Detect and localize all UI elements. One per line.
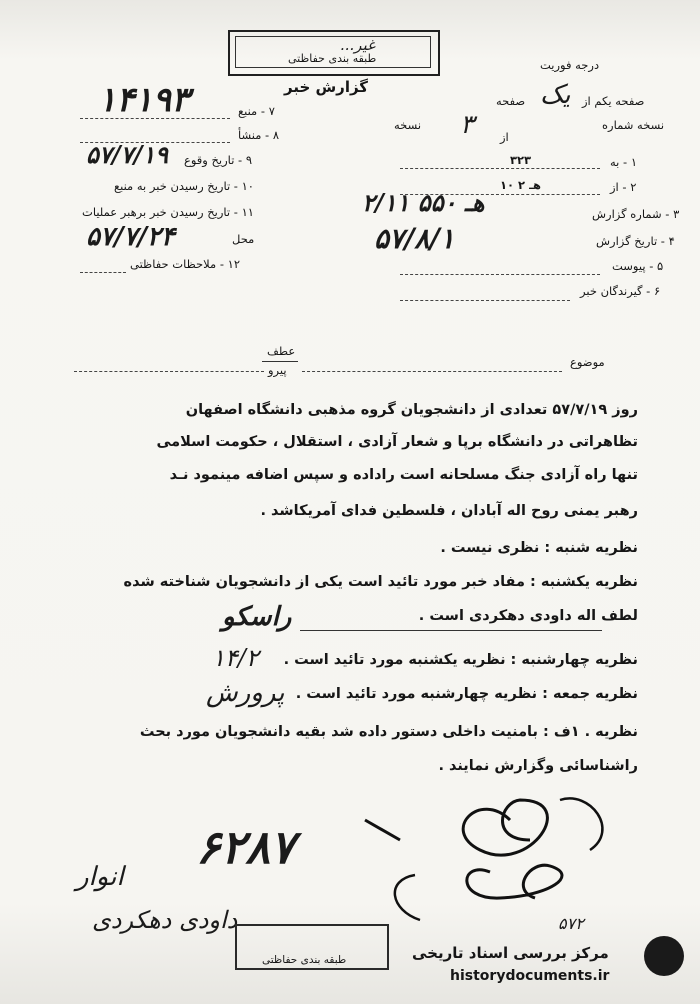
archive-logo-icon xyxy=(644,936,684,976)
field-occur-date-value: ۵۷/۷/۱۹ xyxy=(86,140,168,169)
classification-handwritten: غیر... xyxy=(340,36,375,54)
field-copy-from: از xyxy=(500,130,509,144)
field-security-notes: ۱۲ - ملاحظات حفاظتی xyxy=(130,257,241,271)
body-line-2: تظاهراتی در دانشگاه برپا و شعار آزادی ، استقلال ، حکومت اسلامی xyxy=(156,434,638,450)
body-line-1: روز ۵۷/۷/۱۹ تعدادی از دانشجویان گروه مذهبی دانشگاه اصفهان xyxy=(185,402,638,418)
subject-line-right xyxy=(302,371,562,372)
rasko-handwritten: راسکو xyxy=(222,602,292,632)
field-place-date-value: ۵۷/۷/۲۴ xyxy=(86,222,175,252)
body-line-8: نظریه چهارشنبه : نظریه یکشنبه مورد تائید است . xyxy=(283,652,638,668)
field-report-date-label: ۴ - تاریخ گزارش xyxy=(596,234,675,248)
body-line-6: نظریه یکشنبه : مفاد خبر مورد تائید است یکی از دانشجویان شناخته شده xyxy=(123,574,638,590)
archive-logo-title: مرکز بررسی اسناد تاریخی xyxy=(412,944,609,962)
body-line-5: نظریه شنبه : نظری نیست . xyxy=(440,540,638,556)
footer-classification-label: طبقه بندی حفاظتی xyxy=(262,954,347,966)
field-to-label: ۱ - به xyxy=(610,155,638,169)
ref-number-handwritten: ۱۴۱۹۳ xyxy=(98,80,190,120)
field-page-suffix: صفحه xyxy=(496,94,526,108)
classification-label: طبقه بندی حفاظتی xyxy=(288,52,377,65)
field-page-value: یک xyxy=(540,80,571,110)
field-occur-date: ۹ - تاریخ وقوع xyxy=(184,153,253,167)
field-copy-label: نسخه شماره xyxy=(602,118,665,132)
peyro-label: پیرو xyxy=(268,363,287,377)
body-line-9: نظریه جمعه : نظریه چهارشنبه مورد تائید است . xyxy=(295,686,638,702)
body-line-11: راشناسائی وگزارش نمایند . xyxy=(438,758,638,774)
parvarsh-handwritten: پرورش xyxy=(206,678,285,708)
subject-line-left xyxy=(74,371,264,372)
form-title: گزارش خبر xyxy=(284,78,369,96)
big-number-handwritten: ۶۲۸۷ xyxy=(196,820,295,874)
field-report-number-value: ۲/۱۱ هـ ۵۵۰ xyxy=(362,188,485,217)
field-from-label: ۲ - از xyxy=(610,180,637,194)
field-receive-date-source: ۱۰ - تاریخ رسیدن خبر به منبع xyxy=(114,179,254,193)
field-recipients-label: ۶ - گیرندگان خبر xyxy=(580,284,661,298)
field-source-line xyxy=(80,118,230,119)
field-from-value: ۱۰ هـ ۲ xyxy=(500,178,541,192)
body-line-7: لطف اله داودی دهکردی است . xyxy=(418,608,638,624)
bottom-stamp-number: ۵۷۲ xyxy=(558,914,584,933)
field-receive-date-leader: ۱۱ - تاریخ رسیدن خبر برهبر عملیات xyxy=(82,205,254,219)
field-page-label: صفحه یکم از xyxy=(582,94,645,108)
urgency-label: درجه فوریت xyxy=(540,58,600,72)
field-attachment-label: ۵ - پیوست xyxy=(612,259,664,273)
field-report-date-value: ۵۷/۸/۱ xyxy=(374,222,455,255)
atf-line xyxy=(262,361,298,362)
subject-label: موضوع xyxy=(570,355,605,369)
field-to-line xyxy=(400,168,600,169)
field-attachment-line xyxy=(400,274,600,275)
body-line-4: رهبر یمنی روح اله آبادان ، فلسطین فدای آمریکاشد . xyxy=(260,503,638,519)
field-copy-value: ۳ xyxy=(460,110,474,140)
body-line-10: نظریه . ۱ف : بامنیت داخلی دستور داده شد بقیه دانشجویان مورد بحث xyxy=(139,724,638,740)
field-copy-suffix: نسخه xyxy=(394,118,422,132)
signature-scribbles xyxy=(360,780,660,940)
field-to-value: ۳۲۳ xyxy=(510,153,532,167)
body-underline xyxy=(300,630,602,631)
archive-logo-url: historydocuments.ir xyxy=(450,968,610,984)
field-report-number-label: ۳ - شماره گزارش xyxy=(592,207,680,221)
name-handwritten-1: انوار xyxy=(76,862,124,892)
atf-label: عطف xyxy=(267,344,296,358)
date-note-handwritten: ۱۴/۲ xyxy=(212,644,259,672)
body-line-3: تنها راه آزادی جنگ مسلحانه است راداده و سپس اضافه مینمود نـد xyxy=(169,467,638,483)
field-security-line xyxy=(80,272,126,273)
field-origin: ۸ - منشأ xyxy=(238,128,280,142)
field-source: ۷ - منبع xyxy=(238,104,275,118)
field-recipients-line xyxy=(400,300,570,301)
field-place: محل xyxy=(232,232,255,246)
name-handwritten-2: داودی دهکردی xyxy=(92,906,238,934)
